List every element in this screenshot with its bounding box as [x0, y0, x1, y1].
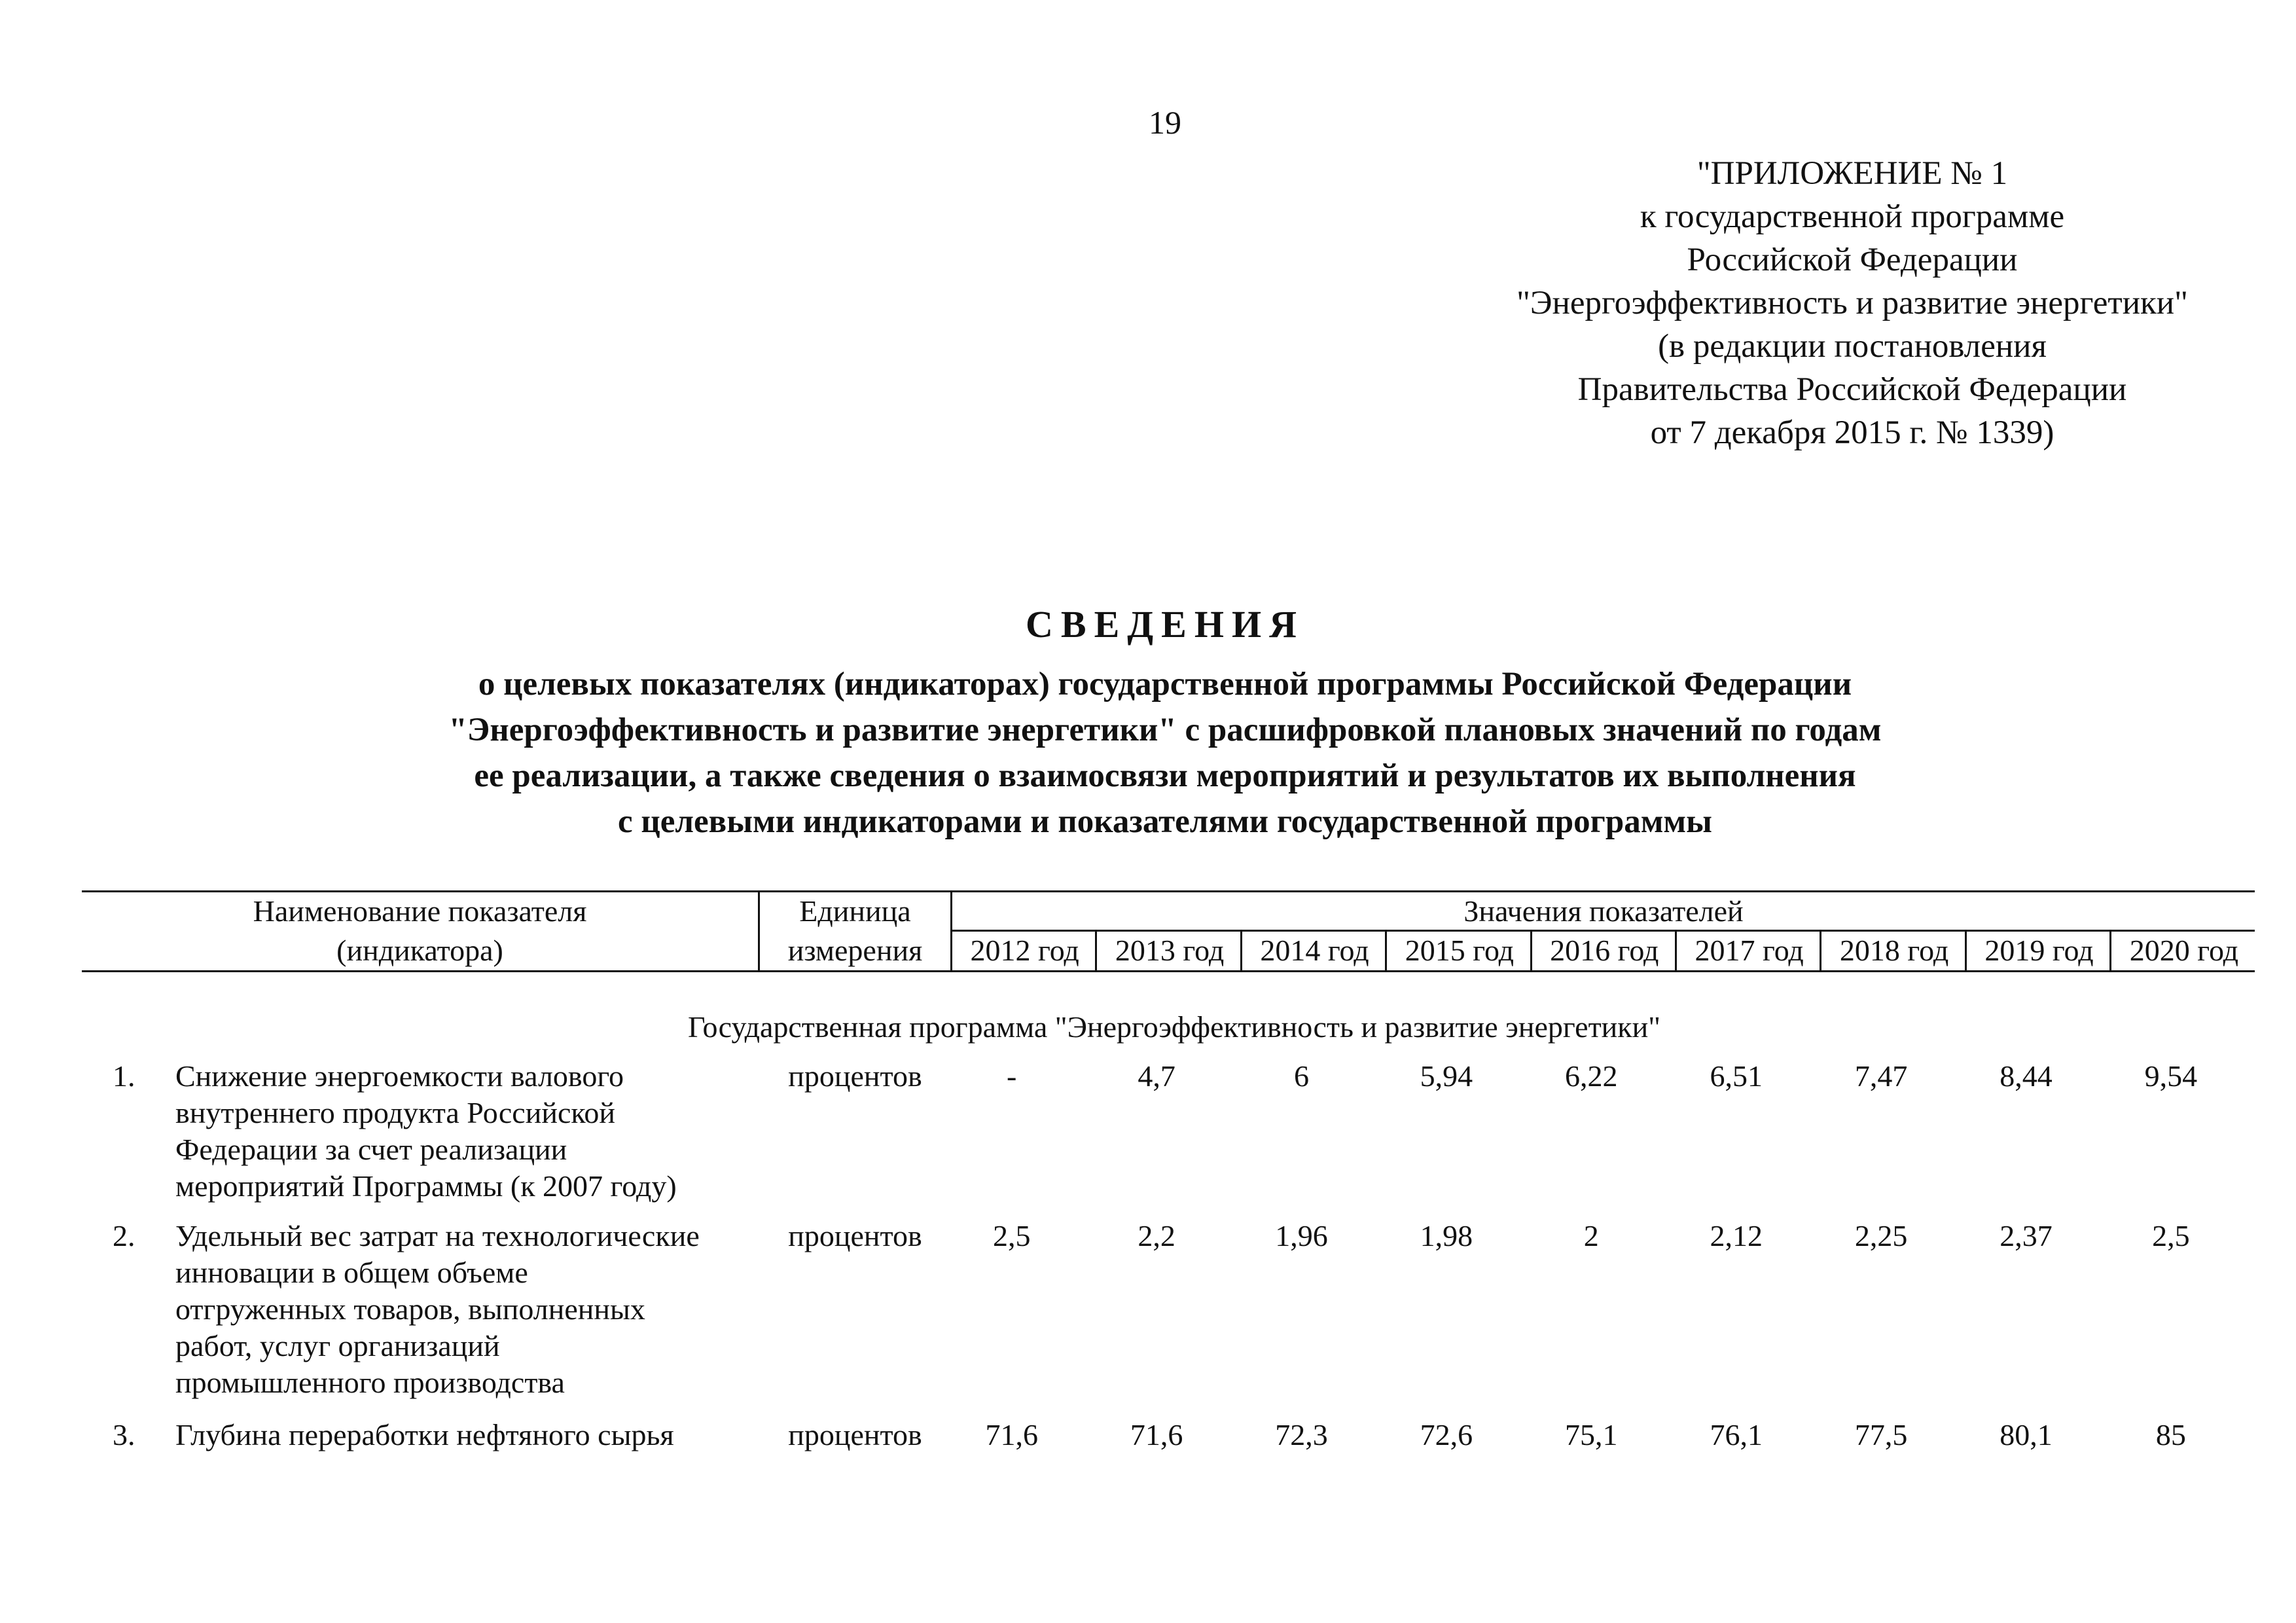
row-number: 3.: [113, 1418, 135, 1451]
row-value: 72,6: [1420, 1418, 1473, 1451]
row-value: 1,98: [1420, 1219, 1473, 1252]
row-value: 5,94: [1420, 1059, 1473, 1093]
appendix-line: от 7 декабря 2015 г. № 1339): [1650, 414, 2054, 451]
row-name-line: промышленного производства: [175, 1366, 565, 1399]
row-value: 2,25: [1854, 1219, 1908, 1252]
subtitle-line: с целевыми индикаторами и показателями государственной программы: [618, 803, 1712, 840]
year-header: 2016 год: [1550, 934, 1659, 967]
row-value: 9,54: [2144, 1059, 2198, 1093]
row-value: 77,5: [1854, 1418, 1908, 1451]
row-name-line: Глубина переработки нефтяного сырья: [175, 1418, 674, 1451]
appendix-line: Правительства Российской Федерации: [1577, 371, 2127, 408]
row-value: 6: [1293, 1059, 1309, 1093]
row-value: 75,1: [1565, 1418, 1618, 1451]
subtitle-line: о целевых показателях (индикаторах) государственной программы Российской Федерации: [478, 666, 1852, 702]
row-value: 2,5: [992, 1219, 1031, 1252]
row-value: 71,6: [985, 1418, 1038, 1451]
row-value: -: [1007, 1059, 1017, 1093]
document-title: СВЕДЕНИЯ: [1026, 603, 1304, 646]
subtitle-line: ее реализации, а также сведения о взаимосвязи мероприятий и результатов их выполнения: [474, 757, 1856, 794]
row-number: 1.: [113, 1059, 135, 1093]
header-unit-line: измерения: [787, 934, 923, 967]
row-value: 72,3: [1275, 1418, 1328, 1451]
header-values-group: Значения показателей: [1463, 894, 1744, 928]
year-header: 2018 год: [1839, 934, 1949, 967]
year-header: 2012 год: [970, 934, 1079, 967]
years-top-rule: [950, 930, 2255, 932]
row-name-line: отгруженных товаров, выполненных: [175, 1292, 645, 1326]
table-top-rule: [82, 890, 2255, 892]
row-value: 2,12: [1710, 1219, 1763, 1252]
row-unit: процентов: [788, 1059, 922, 1093]
row-value: 2,5: [2152, 1219, 2190, 1252]
appendix-line: к государственной программе: [1640, 198, 2065, 235]
year-header: 2013 год: [1115, 934, 1225, 967]
appendix-line: "ПРИЛОЖЕНИЕ № 1: [1696, 155, 2008, 192]
header-name-line: (индикатора): [336, 934, 503, 967]
row-value: 7,47: [1854, 1059, 1908, 1093]
subtitle-line: "Энергоэффективность и развитие энергетики" с расшифровкой плановых значений по годам: [448, 712, 1882, 748]
appendix-line: Российской Федерации: [1687, 242, 2018, 278]
row-name-line: Удельный вес затрат на технологические: [175, 1219, 700, 1252]
appendix-line: (в редакции постановления: [1658, 328, 2047, 365]
document-subtitle: [0, 661, 2296, 845]
row-value: 2: [1583, 1219, 1599, 1252]
row-value: 71,6: [1130, 1418, 1183, 1451]
appendix-line: "Энергоэффективность и развитие энергетики": [1516, 285, 2188, 321]
row-name-line: внутреннего продукта Российской: [175, 1096, 616, 1129]
year-header: 2017 год: [1695, 934, 1804, 967]
header-bottom-rule: [82, 970, 2255, 972]
row-name-line: Федерации за счет реализации: [175, 1133, 567, 1166]
row-number: 2.: [113, 1219, 135, 1252]
section-title: Государственная программа "Энергоэффективность и развитие энергетики": [687, 1010, 1661, 1044]
page-number: 19: [1149, 104, 1181, 141]
year-header: 2015 год: [1405, 934, 1515, 967]
year-header: 2020 год: [2129, 934, 2239, 967]
row-value: 6,22: [1565, 1059, 1618, 1093]
row-name-line: инновации в общем объеме: [175, 1256, 528, 1289]
row-value: 76,1: [1710, 1418, 1763, 1451]
row-value: 1,96: [1275, 1219, 1328, 1252]
row-value: 2,2: [1138, 1219, 1175, 1252]
year-header: 2019 год: [1984, 934, 2094, 967]
header-unit-line: Единица: [799, 894, 911, 928]
row-value: 4,7: [1138, 1059, 1175, 1093]
year-header: 2014 год: [1260, 934, 1369, 967]
appendix-block: [1420, 152, 2284, 454]
row-value: 8,44: [2000, 1059, 2053, 1093]
row-unit: процентов: [788, 1219, 922, 1252]
row-name-line: работ, услуг организаций: [175, 1329, 500, 1362]
row-name-line: мероприятий Программы (к 2007 году): [175, 1169, 677, 1203]
row-value: 80,1: [2000, 1418, 2053, 1451]
row-unit: процентов: [788, 1418, 922, 1451]
row-value: 85: [2155, 1418, 2186, 1451]
row-name-line: Снижение энергоемкости валового: [175, 1059, 624, 1093]
row-value: 6,51: [1710, 1059, 1763, 1093]
row-value: 2,37: [2000, 1219, 2053, 1252]
header-name-line: Наименование показателя: [253, 894, 587, 928]
